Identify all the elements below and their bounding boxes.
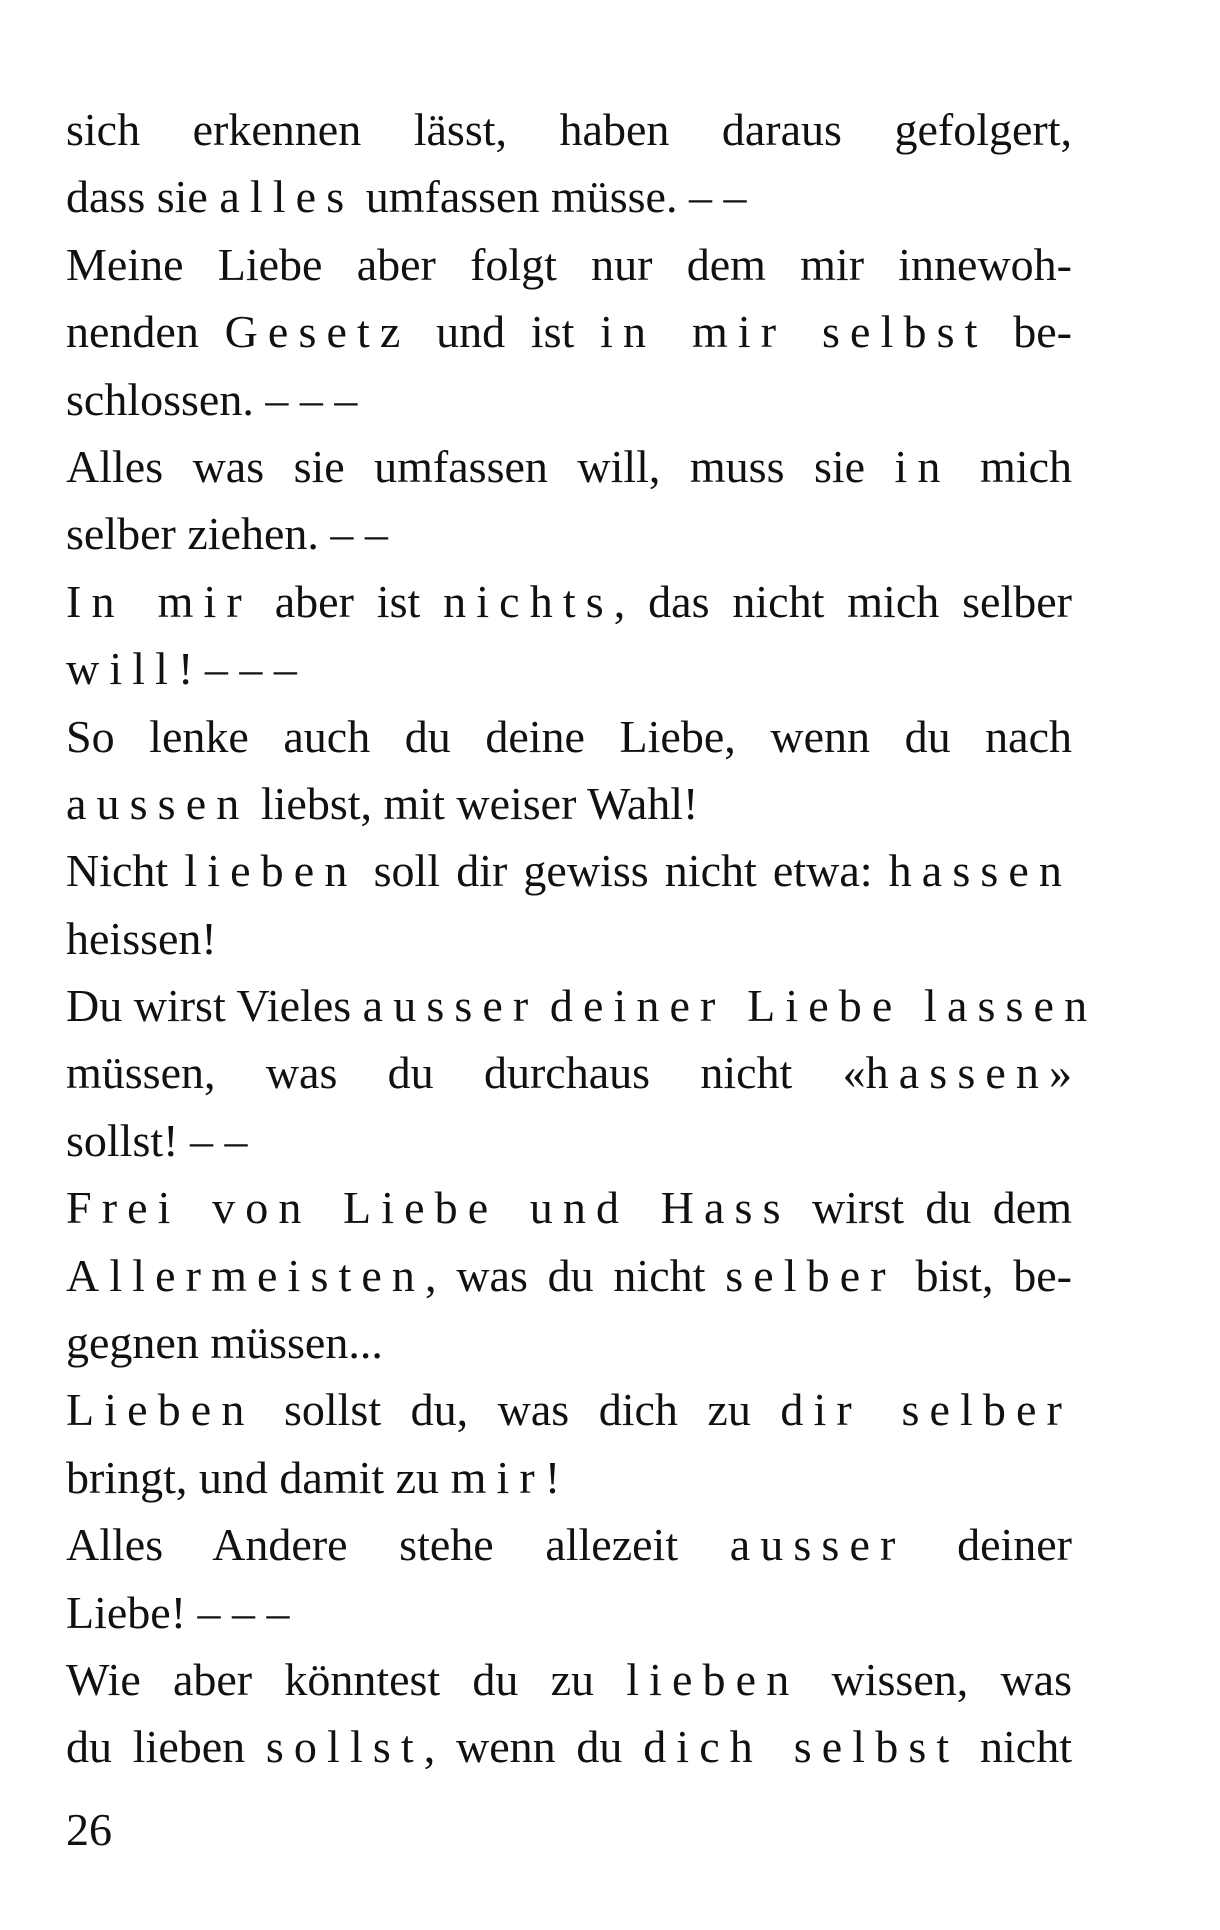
- text-line: [66, 1376, 1072, 1443]
- text-segment: dass sie: [66, 171, 220, 223]
- text-line: [66, 1444, 1072, 1511]
- emphasized-text: in: [894, 440, 951, 492]
- text-segment: liebst, mit weiser Wahl!: [249, 777, 699, 829]
- emphasized-text: Gesetz: [224, 306, 411, 358]
- emphasized-text: mir: [450, 1451, 545, 1503]
- text-line: [66, 1309, 1072, 1376]
- text-segment: »: [1049, 1047, 1072, 1099]
- text-line: [66, 703, 1072, 770]
- text-line: [66, 770, 1072, 837]
- emphasized-text: Allermeisten: [66, 1249, 426, 1301]
- emphasized-text: ausser: [729, 1519, 906, 1571]
- text-segment: nenden: [66, 306, 225, 358]
- text-segment: soll dir gewiss nicht etwa:: [357, 845, 889, 897]
- emphasized-text: dich selbst: [643, 1721, 960, 1773]
- text-segment: du lieben: [66, 1721, 266, 1773]
- text-segment: Liebe! – – –: [66, 1586, 290, 1638]
- text-segment: schlossen. – – –: [66, 373, 358, 425]
- text-segment: Wie aber könntest du zu: [66, 1653, 627, 1705]
- text-segment: gegnen müssen...: [66, 1317, 383, 1369]
- text-line: [66, 568, 1072, 635]
- text-segment: umfassen müsse. – –: [354, 171, 747, 223]
- emphasized-text: deiner Liebe lassen: [549, 980, 1098, 1032]
- text-line: [66, 1107, 1072, 1174]
- text-segment: [538, 980, 550, 1031]
- text-segment: !: [544, 1451, 561, 1503]
- text-line: [66, 96, 1072, 163]
- emphasized-text: lieben: [184, 845, 358, 897]
- text-segment: ! – – –: [178, 643, 297, 695]
- text-segment: deiner: [905, 1519, 1072, 1571]
- text-line: [66, 1242, 1072, 1309]
- text-segment: So lenke auch du deine Liebe, wenn du nach: [66, 710, 1072, 762]
- text-segment: Meine Liebe aber folgt nur dem mir innewoh-: [66, 238, 1072, 290]
- emphasized-text: will: [66, 643, 179, 695]
- text-segment: wirst du dem: [790, 1182, 1072, 1234]
- text-segment: sollst! – –: [66, 1114, 248, 1166]
- emphasized-text: in mir selbst: [600, 306, 988, 358]
- text-segment: bringt, und damit zu: [66, 1451, 451, 1503]
- emphasized-text: Lieben: [66, 1384, 255, 1436]
- text-segment: be-: [987, 306, 1072, 358]
- text-line: [66, 972, 1098, 1039]
- text-line: [66, 1511, 1072, 1578]
- text-line: [66, 1579, 1072, 1646]
- text-segment: mich: [950, 440, 1072, 492]
- emphasized-text: Frei von Liebe und Hass: [66, 1182, 791, 1234]
- emphasized-text: alles: [219, 171, 355, 223]
- text-line: [66, 837, 1072, 904]
- text-segment: Alles was sie umfassen will, muss sie: [66, 440, 895, 492]
- text-line: [66, 163, 1072, 230]
- emphasized-text: lieben: [626, 1653, 800, 1705]
- text-line: [66, 1646, 1072, 1713]
- text-line: [66, 1039, 1072, 1106]
- emphasized-text: ausser: [362, 980, 539, 1032]
- text-line: [66, 1713, 1072, 1780]
- emphasized-text: aussen: [66, 777, 250, 829]
- emphasized-text: hassen: [865, 1047, 1049, 1099]
- emphasized-text: dir selber: [780, 1384, 1072, 1436]
- text-segment: , das nicht mich selber: [613, 575, 1072, 627]
- text-line: [66, 298, 1072, 365]
- emphasized-text: hassen: [888, 845, 1073, 897]
- text-segment: sich erkennen lässt, haben daraus gefolgert,: [66, 104, 1072, 155]
- text-line: [66, 433, 1072, 500]
- emphasized-text: sollst: [265, 1721, 424, 1773]
- text-segment: und ist: [410, 306, 601, 358]
- body-text: [66, 96, 1098, 1781]
- text-segment: Alles Andere stehe allezeit: [66, 1519, 730, 1571]
- text-segment: heissen!: [66, 912, 217, 964]
- text-segment: aber ist: [251, 575, 444, 627]
- text-segment: nicht: [959, 1721, 1072, 1773]
- text-segment: , was du nicht: [425, 1249, 726, 1301]
- emphasized-text: In mir: [66, 575, 252, 627]
- text-segment: , wenn du: [423, 1721, 644, 1773]
- text-line: [66, 366, 1072, 433]
- text-line: [66, 500, 1072, 567]
- text-segment: sollst du, was dich zu: [254, 1384, 781, 1436]
- text-line: [66, 905, 1072, 972]
- text-segment: wissen, was: [799, 1653, 1072, 1705]
- emphasized-text: selber: [725, 1249, 896, 1301]
- page-number: 26: [66, 1804, 112, 1855]
- emphasized-text: nichts: [443, 575, 614, 627]
- text-segment: bist, be-: [895, 1249, 1073, 1301]
- text-segment: selber ziehen. – –: [66, 508, 388, 560]
- text-line: [66, 635, 1072, 702]
- text-segment: Du wirst Vieles: [66, 980, 363, 1032]
- text-line: [66, 231, 1072, 298]
- text-segment: müssen, was du durchaus nicht «: [66, 1047, 866, 1099]
- text-segment: Nicht: [66, 845, 185, 897]
- text-line: [66, 1174, 1072, 1241]
